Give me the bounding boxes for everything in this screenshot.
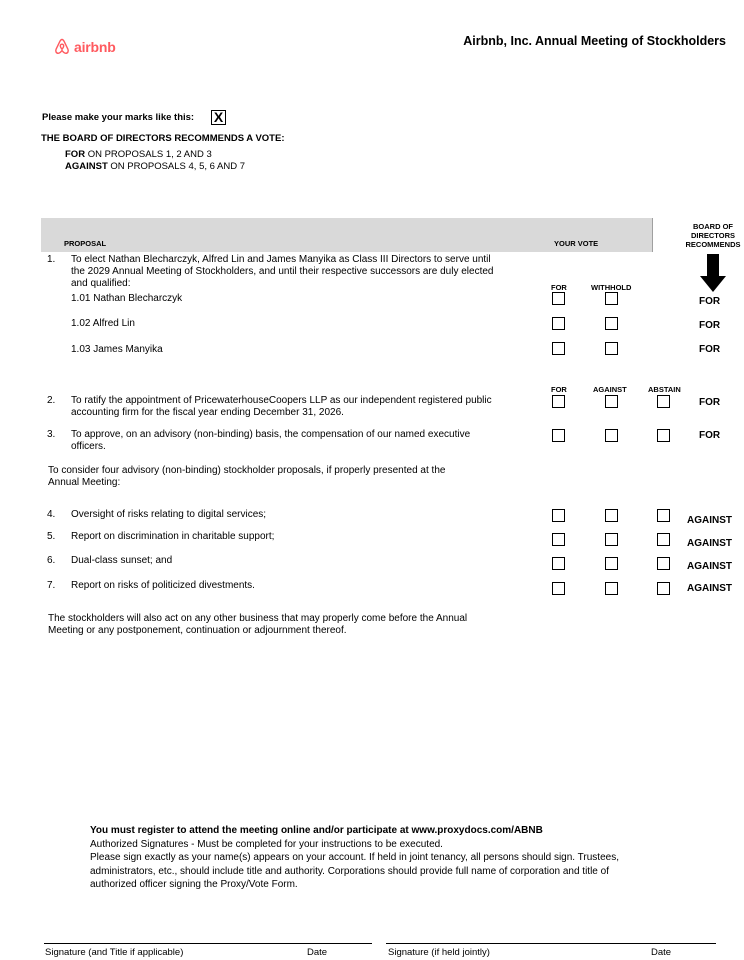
proposal-5-abstain-checkbox[interactable] bbox=[657, 533, 670, 546]
example-mark-box: X bbox=[211, 110, 226, 125]
register-notice: You must register to attend the meeting online and/or participate at www.proxydocs.com/ABNB bbox=[90, 825, 543, 836]
down-arrow-icon bbox=[700, 254, 726, 292]
signature-line-1[interactable] bbox=[44, 943, 372, 944]
nominee-1-withhold-checkbox[interactable] bbox=[605, 292, 618, 305]
proposal-5-for-checkbox[interactable] bbox=[552, 533, 565, 546]
nominee-3-for-checkbox[interactable] bbox=[552, 342, 565, 355]
proposal-3-text-line1: To approve, on an advisory (non-binding) basis, the compensation of our named executive bbox=[71, 429, 471, 440]
nominee-2-for-checkbox[interactable] bbox=[552, 317, 565, 330]
proposal-7-number: 7. bbox=[47, 580, 56, 591]
nominee-2-label: 1.02 Alfred Lin bbox=[71, 318, 135, 329]
board-recommends-column-header: BOARD OF DIRECTORS RECOMMENDS bbox=[685, 222, 741, 249]
stockholder-intro-line2: Annual Meeting: bbox=[48, 477, 121, 488]
authorized-signatures-notice: Authorized Signatures - Must be completed for your instructions to be executed. bbox=[90, 838, 443, 850]
proposal-1-text-line2: the 2029 Annual Meeting of Stockholders, and until their respective successors are duly elected bbox=[71, 266, 494, 277]
meeting-title: Airbnb, Inc. Annual Meeting of Stockholders bbox=[463, 34, 726, 48]
marks-instruction: Please make your marks like this: bbox=[42, 112, 195, 123]
abstain-column-header: ABSTAIN bbox=[648, 385, 681, 394]
proposal-3-against-checkbox[interactable] bbox=[605, 429, 618, 442]
proposal-3-recommendation: FOR bbox=[699, 430, 721, 441]
board-recommendation-for: FOR ON PROPOSALS 1, 2 AND 3 bbox=[65, 149, 212, 160]
against-column-header: AGAINST bbox=[593, 385, 627, 394]
signing-instructions-line3: authorized officer signing the Proxy/Vote Form. bbox=[90, 879, 298, 890]
proposal-6-text: Dual-class sunset; and bbox=[71, 555, 173, 566]
footer-instructions bbox=[90, 824, 690, 892]
your-vote-column-header: YOUR VOTE bbox=[554, 239, 599, 248]
proposal-3-for-checkbox[interactable] bbox=[552, 429, 565, 442]
airbnb-belo-icon bbox=[54, 38, 70, 55]
proposal-7-abstain-checkbox[interactable] bbox=[657, 582, 670, 595]
nominee-1-recommendation: FOR bbox=[699, 296, 721, 307]
nominee-3-withhold-checkbox[interactable] bbox=[605, 342, 618, 355]
nominee-2-recommendation: FOR bbox=[699, 320, 721, 331]
proposal-2-abstain-checkbox[interactable] bbox=[657, 395, 670, 408]
nominee-3-label: 1.03 James Manyika bbox=[71, 344, 163, 355]
proposal-5-recommendation: AGAINST bbox=[687, 538, 732, 549]
proposal-2-recommendation: FOR bbox=[699, 397, 721, 408]
proposal-3-number: 3. bbox=[47, 429, 56, 440]
proposal-3-abstain-checkbox[interactable] bbox=[657, 429, 670, 442]
proposal-4-against-checkbox[interactable] bbox=[605, 509, 618, 522]
proposal-7-text: Report on risks of politicized divestments. bbox=[71, 580, 255, 591]
proposal-1-text-line3: and qualified: bbox=[71, 278, 131, 289]
proposal-5-number: 5. bbox=[47, 531, 56, 542]
for-column-header: FOR bbox=[551, 385, 567, 394]
proposal-2-against-checkbox[interactable] bbox=[605, 395, 618, 408]
nominee-1-for-checkbox[interactable] bbox=[552, 292, 565, 305]
signature-2-label: Signature (if held jointly) bbox=[388, 947, 490, 958]
proposal-7-for-checkbox[interactable] bbox=[552, 582, 565, 595]
proposal-column-header: PROPOSAL bbox=[64, 239, 107, 248]
nominee-1-label: 1.01 Nathan Blecharczyk bbox=[71, 293, 183, 304]
proposal-2-text-line2: accounting firm for the fiscal year ending December 31, 2026. bbox=[71, 407, 344, 418]
proposal-4-for-checkbox[interactable] bbox=[552, 509, 565, 522]
proposal-6-abstain-checkbox[interactable] bbox=[657, 557, 670, 570]
airbnb-logo bbox=[54, 38, 116, 55]
proposal-4-number: 4. bbox=[47, 509, 56, 520]
signature-1-label: Signature (and Title if applicable) bbox=[45, 947, 184, 958]
proposal-6-for-checkbox[interactable] bbox=[552, 557, 565, 570]
board-recommendation-against: AGAINST ON PROPOSALS 4, 5, 6 AND 7 bbox=[65, 161, 246, 172]
proposal-1-for-header: FOR bbox=[551, 283, 567, 292]
proposal-7-recommendation: AGAINST bbox=[687, 583, 732, 594]
stockholder-intro-line1: To consider four advisory (non-binding) stockholder proposals, if properly presented at the bbox=[48, 465, 446, 476]
logo-text: airbnb bbox=[74, 38, 116, 55]
proposal-5-against-checkbox[interactable] bbox=[605, 533, 618, 546]
proposal-6-number: 6. bbox=[47, 555, 56, 566]
nominee-3-recommendation: FOR bbox=[699, 344, 721, 355]
proposal-2-for-checkbox[interactable] bbox=[552, 395, 565, 408]
proposal-6-against-checkbox[interactable] bbox=[605, 557, 618, 570]
table-header-divider bbox=[652, 218, 653, 252]
board-recommendation-title: THE BOARD OF DIRECTORS RECOMMENDS A VOTE: bbox=[41, 133, 285, 144]
proposal-5-text: Report on discrimination in charitable support; bbox=[71, 531, 275, 542]
date-1-label: Date bbox=[307, 947, 328, 958]
proposal-4-text: Oversight of risks relating to digital services; bbox=[71, 509, 267, 520]
proposal-1-number: 1. bbox=[47, 254, 56, 265]
signing-instructions-line1: Please sign exactly as your name(s) appears on your account. If held in joint tenancy, all persons should sign. Trustees, bbox=[90, 852, 619, 863]
proposal-3-text-line2: officers. bbox=[71, 441, 106, 452]
signature-line-2[interactable] bbox=[386, 943, 716, 944]
signing-instructions-line2: administrators, etc., should include title and authority. Corporations should provide full name of corporation and title of bbox=[90, 865, 609, 877]
proposal-4-abstain-checkbox[interactable] bbox=[657, 509, 670, 522]
proposal-2-number: 2. bbox=[47, 395, 56, 406]
proposal-6-recommendation: AGAINST bbox=[687, 561, 732, 572]
proposal-4-recommendation: AGAINST bbox=[687, 515, 732, 526]
proposal-7-against-checkbox[interactable] bbox=[605, 582, 618, 595]
closing-line1: The stockholders will also act on any other business that may properly come before the Annual bbox=[48, 613, 468, 624]
nominee-2-withhold-checkbox[interactable] bbox=[605, 317, 618, 330]
proposal-2-text-line1: To ratify the appointment of PricewaterhouseCoopers LLP as our independent registered public bbox=[71, 395, 492, 406]
date-2-label: Date bbox=[651, 947, 672, 958]
proposal-1-withhold-header: WITHHOLD bbox=[591, 283, 632, 292]
proposal-1-text-line1: To elect Nathan Blecharczyk, Alfred Lin and James Manyika as Class III Directors to serve until bbox=[71, 254, 491, 265]
closing-line2: Meeting or any postponement, continuation or adjournment thereof. bbox=[48, 625, 347, 636]
